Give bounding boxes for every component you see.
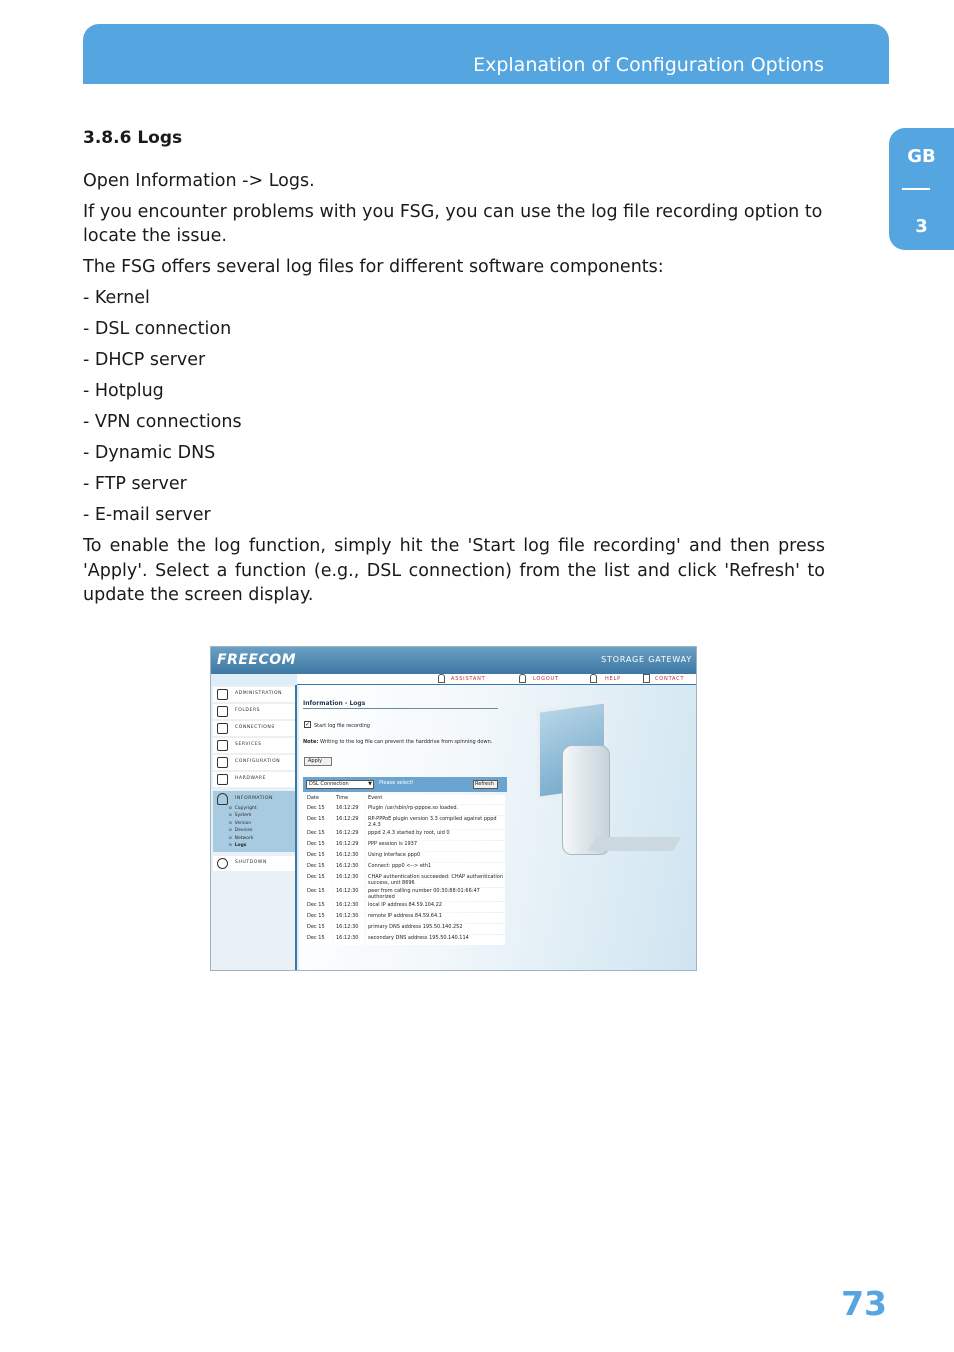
table-row: [305, 841, 505, 851]
table-row: [305, 902, 505, 912]
apply-button[interactable]: Apply: [304, 757, 332, 766]
subitem-logs[interactable]: o Logs: [229, 843, 247, 848]
log-select-bar: [303, 777, 507, 792]
sidebar-item-folders[interactable]: [213, 704, 295, 719]
date-cell: Dec 15: [305, 902, 332, 912]
date-cell: Dec 15: [305, 805, 332, 815]
time-cell: 16:12:29: [334, 841, 364, 851]
administration-icon: [217, 689, 228, 700]
date-cell: Dec 15: [305, 874, 332, 887]
event-cell: CHAP authentication succeeded: CHAP authentication success, unit 8696: [366, 874, 505, 887]
time-cell: 16:12:29: [334, 816, 364, 829]
event-cell: Plugin /usr/sbin/rp-pppoe.so loaded.: [366, 805, 505, 815]
event-cell: Connect: ppp0 <--> eth1: [366, 863, 505, 873]
paragraph: The FSG offers several log files for different software components:: [83, 257, 664, 277]
sidebar-item-services[interactable]: [213, 738, 295, 753]
assistant-icon: [438, 674, 445, 683]
event-cell: secondary DNS address 195.50.140.114: [366, 935, 505, 945]
log-table: [303, 794, 507, 946]
nav-contact[interactable]: CONTACT: [655, 676, 685, 682]
sidebar-item-administration[interactable]: [213, 687, 295, 702]
time-cell: 16:12:30: [334, 888, 364, 901]
subitem-copyright[interactable]: o Copyright: [229, 806, 257, 811]
running-header-title: Explanation of Configuration Options: [473, 54, 824, 76]
brand-label: STORAGE GATEWAY: [601, 655, 692, 664]
table-row: [305, 913, 505, 923]
sidebar-item-hardware[interactable]: [213, 772, 295, 787]
header-band: [83, 24, 889, 84]
logs-screenshot: [210, 646, 697, 971]
column-header: Event: [366, 795, 505, 804]
nav-logout[interactable]: LOGOUT: [533, 676, 559, 682]
tab-divider: [902, 188, 930, 190]
information-icon: [217, 793, 228, 805]
screenshot-sidebar: [211, 685, 297, 971]
event-cell: PPP session is 1937: [366, 841, 505, 851]
table-row: [305, 805, 505, 815]
date-cell: Dec 15: [305, 935, 332, 945]
date-cell: Dec 15: [305, 888, 332, 901]
computer-illustration: [532, 705, 692, 885]
date-cell: Dec 15: [305, 913, 332, 923]
sidebar-item-information[interactable]: [213, 791, 295, 852]
table-header-row: [305, 795, 505, 804]
event-cell: remote IP address 84.59.64.1: [366, 913, 505, 923]
sidebar-item-label: FOLDERS: [235, 708, 261, 713]
sidebar-item-label: HARDWARE: [235, 776, 267, 781]
panel-title: Information - Logs: [303, 700, 366, 707]
services-icon: [217, 740, 228, 751]
table-row: [305, 888, 505, 901]
column-header: Time: [334, 795, 364, 804]
nav-assistant[interactable]: ASSISTANT: [451, 676, 486, 682]
list-item: - DSL connection: [83, 319, 232, 339]
help-icon: [590, 674, 597, 683]
event-cell: primary DNS address 195.50.140.252: [366, 924, 505, 934]
log-table-body: [305, 805, 505, 945]
list-item: - DHCP server: [83, 350, 206, 370]
date-cell: Dec 15: [305, 863, 332, 873]
time-cell: 16:12:30: [334, 874, 364, 887]
sidebar-item-label: INFORMATION: [235, 796, 274, 801]
page-number: 73: [841, 1284, 887, 1323]
table-row: [305, 830, 505, 840]
screenshot-main-panel: [299, 685, 696, 971]
table-row: [305, 852, 505, 862]
date-cell: Dec 15: [305, 852, 332, 862]
time-cell: 16:12:30: [334, 935, 364, 945]
select-message: Please select!: [379, 780, 414, 786]
event-cell: peer from calling number 00:30:88:01:66:47 authorized: [366, 888, 505, 901]
language-label: GB: [907, 146, 936, 167]
note-text: Note: Writing to the log file can prevent the harddrive from spinning down.: [303, 739, 493, 745]
refresh-button[interactable]: Refresh: [473, 780, 498, 789]
log-type-select[interactable]: DSL Connection ▼: [306, 780, 374, 789]
list-item: - Hotplug: [83, 381, 164, 401]
nav-help[interactable]: HELP: [605, 676, 621, 682]
keyboard-shape: [588, 837, 681, 851]
list-item: - Dynamic DNS: [83, 443, 216, 463]
list-item: - Kernel: [83, 288, 150, 308]
chapter-number: 3: [915, 216, 928, 237]
table-row: [305, 924, 505, 934]
paragraph: Open Information -> Logs.: [83, 170, 315, 191]
screenshot-topbar: [211, 647, 696, 674]
contact-icon: [643, 674, 650, 683]
paragraph: To enable the log function, simply hit the 'Start log file recording' and then press 'Apply'. Select a function (e.g., DSL connection) from the list and click 'Refresh' to update the screen display.: [83, 536, 825, 605]
subitem-version[interactable]: o Version: [229, 821, 252, 826]
chevron-down-icon: ▼: [368, 781, 372, 787]
sidebar-item-connections[interactable]: [213, 721, 295, 736]
top-navigation: [297, 674, 696, 685]
list-item: - VPN connections: [83, 412, 242, 432]
time-cell: 16:12:30: [334, 852, 364, 862]
start-log-checkbox[interactable]: ✓: [305, 721, 311, 728]
sidebar-item-shutdown[interactable]: [213, 856, 295, 871]
time-cell: 16:12:30: [334, 902, 364, 912]
time-cell: 16:12:29: [334, 805, 364, 815]
sidebar-item-label: SERVICES: [235, 742, 262, 747]
table-row: [305, 935, 505, 945]
sidebar-item-label: CONNECTIONS: [235, 725, 275, 730]
table-row: [305, 816, 505, 829]
folder-icon: [217, 706, 228, 717]
freecom-logo: FREECOM: [217, 652, 297, 668]
date-cell: Dec 15: [305, 816, 332, 829]
sidebar-item-label: SHUTDOWN: [235, 860, 267, 865]
sidebar-item-label: ADMINISTRATION: [235, 691, 283, 696]
table-row: [305, 863, 505, 873]
logout-icon: [519, 674, 526, 683]
event-cell: local IP address 84.59.104.22: [366, 902, 505, 912]
date-cell: Dec 15: [305, 841, 332, 851]
date-cell: Dec 15: [305, 924, 332, 934]
event-cell: Using interface ppp0: [366, 852, 505, 862]
checkbox-label: Start log file recording: [314, 723, 370, 729]
chapter-tab: [889, 128, 954, 250]
subitem-system[interactable]: o System: [229, 813, 252, 818]
panel-title-underline: [303, 708, 498, 709]
tools-icon: [217, 757, 228, 768]
subitem-devices[interactable]: o Devices: [229, 828, 253, 833]
section-heading: 3.8.6 Logs: [83, 128, 183, 148]
time-cell: 16:12:30: [334, 863, 364, 873]
subitem-network[interactable]: o Network: [229, 836, 254, 841]
time-cell: 16:12:30: [334, 924, 364, 934]
network-icon: [217, 723, 228, 734]
list-item: - E-mail server: [83, 505, 211, 525]
time-cell: 16:12:30: [334, 913, 364, 923]
list-item: - FTP server: [83, 474, 187, 494]
table-row: [305, 874, 505, 887]
event-cell: RP-PPPoE plugin version 3.3 compiled against pppd 2.4.3: [366, 816, 505, 829]
date-cell: Dec 15: [305, 830, 332, 840]
paragraph: If you encounter problems with you FSG, you can use the log file recording option to locate the issue.: [83, 201, 823, 246]
sidebar-item-label: CONFIGURATION: [235, 759, 281, 764]
sidebar-item-configuration[interactable]: [213, 755, 295, 770]
body-text: [83, 126, 825, 614]
event-cell: pppd 2.4.3 started by root, uid 0: [366, 830, 505, 840]
column-header: Date: [305, 795, 332, 804]
hardware-icon: [217, 774, 228, 785]
time-cell: 16:12:29: [334, 830, 364, 840]
power-icon: [217, 858, 228, 869]
